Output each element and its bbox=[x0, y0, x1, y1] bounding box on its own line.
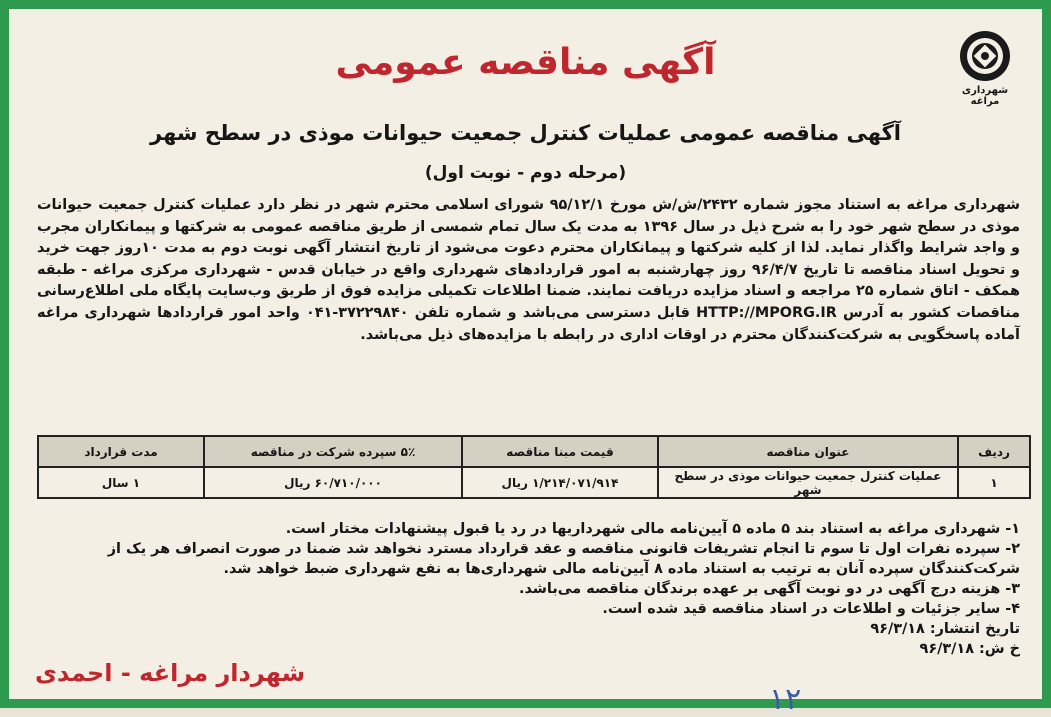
cell-base-price: ۱/۲۱۴/۰۷۱/۹۱۴ ریال bbox=[462, 467, 658, 498]
ad-title: آگهی مناقصه عمومی عملیات کنترل جمعیت حیوانات موذی در سطح شهر bbox=[150, 121, 901, 145]
publish-date: تاریخ انتشار: ۹۶/۳/۱۸ bbox=[870, 621, 1020, 637]
note-item: ۴- سایر جزئیات و اطلاعات در اسناد مناقصه قید شده است. bbox=[602, 601, 1020, 617]
ad-body-paragraph: شهرداری مراغه به استناد مجوز شماره ۲۴۳۲/ش/ش مورخ ۹۵/۱۲/۱ شورای اسلامی محترم شهر در نظر دارد عملیات کنترل جمعیت حیوانات موذی در سطح شهر خود را به شرح ذیل در سال ۱۳۹۶ به مدت یک سال تمام شمسی از طریق مناقصه عمومی به شرکتها و پیمانکاران مجرب و واجد شرایط واگذار نماید. لذا از کلیه شرکتها و پیمانکاران محترم دعوت می‌شود از تاریخ انتشار آگهی نوبت دوم به مدت ۱۰روز جهت خرید و تحویل اسناد مناقصه تا تاریخ ۹۶/۴/۷ روز چهارشنبه به امور قراردادهای شهرداری واقع در خیابان قدس - شهرداری مرکزی مراغه - طبقه همکف - اتاق شماره ۲۵ مراجعه و اسناد مزایده دریافت نمایند. ضمنا اطلاعات تکمیلی مزایده فوق از طریق وب‌سایت پایگاه ملی اطلاع‌رسانی مناقصات کشور به آدرس HTTP://MPORG.IR قابل دسترسی می‌باشد و شماره تلفن ۳۷۲۲۹۸۴۰-۰۴۱ واحد امور قراردادها شهرداری مراغه آماده پاسخگویی به شرکت‌کنندگان محترم در اوقات اداری در رابطه با مزایده‌های ذیل می‌باشد. bbox=[37, 197, 1021, 343]
note-item: ۲- سپرده نفرات اول تا سوم تا انجام تشریفات قانونی مناقصه و عقد قرارداد مسترد نخواهد شد ضمنا در صورت انصراف هر یک از شرکت‌کنندگان سپرده آنان به ترتیب به استناد ماده ۸ آیین‌نامه مالی شهرداری‌ها به نفع شهرداری ضبط خواهد شد. bbox=[107, 541, 1020, 577]
kh-sh-date: خ ش: ۹۶/۳/۱۸ bbox=[919, 641, 1020, 657]
note-item: ۳- هزینه درج آگهی در دو نوبت آگهی بر عهده برندگان مناقصه می‌باشد. bbox=[519, 581, 1020, 597]
cell-contract-duration: ۱ سال bbox=[38, 467, 204, 498]
cell-deposit: ۶۰/۷۱۰/۰۰۰ ریال bbox=[204, 467, 462, 498]
ad-subtitle: (مرحله دوم - نوبت اول) bbox=[424, 163, 627, 183]
note-item: ۱- شهرداری مراغه به استناد بند ۵ ماده ۵ آیین‌نامه مالی شهرداریها در رد یا قبول پیشنهادات مختار است. bbox=[285, 521, 1020, 537]
ad-content bbox=[23, 23, 1028, 693]
table-row bbox=[38, 467, 1030, 498]
header-row-number: ردیف bbox=[958, 436, 1030, 467]
handwritten-number: ۱۲ bbox=[769, 682, 802, 717]
mayor-signature: شهردار مراغه - احمدی bbox=[35, 659, 306, 687]
cell-row-number: ۱ bbox=[958, 467, 1030, 498]
header-contract-duration: مدت قرارداد bbox=[38, 436, 204, 467]
table-header-row bbox=[38, 436, 1030, 467]
logo-caption: شهرداری مراغه bbox=[961, 85, 1009, 107]
header-base-price: قیمت مبنا مناقصه bbox=[462, 436, 658, 467]
header-tender-title: عنوان مناقصه bbox=[658, 436, 958, 467]
header-deposit: ۵٪ سپرده شرکت در مناقصه bbox=[204, 436, 462, 467]
ad-headline: آگهی مناقصه عمومی bbox=[335, 42, 716, 83]
notes-list bbox=[37, 519, 1020, 659]
cell-tender-title: عملیات کنترل جمعیت حیوانات موذی در سطح شهر bbox=[658, 467, 958, 498]
tender-table bbox=[37, 435, 1031, 499]
